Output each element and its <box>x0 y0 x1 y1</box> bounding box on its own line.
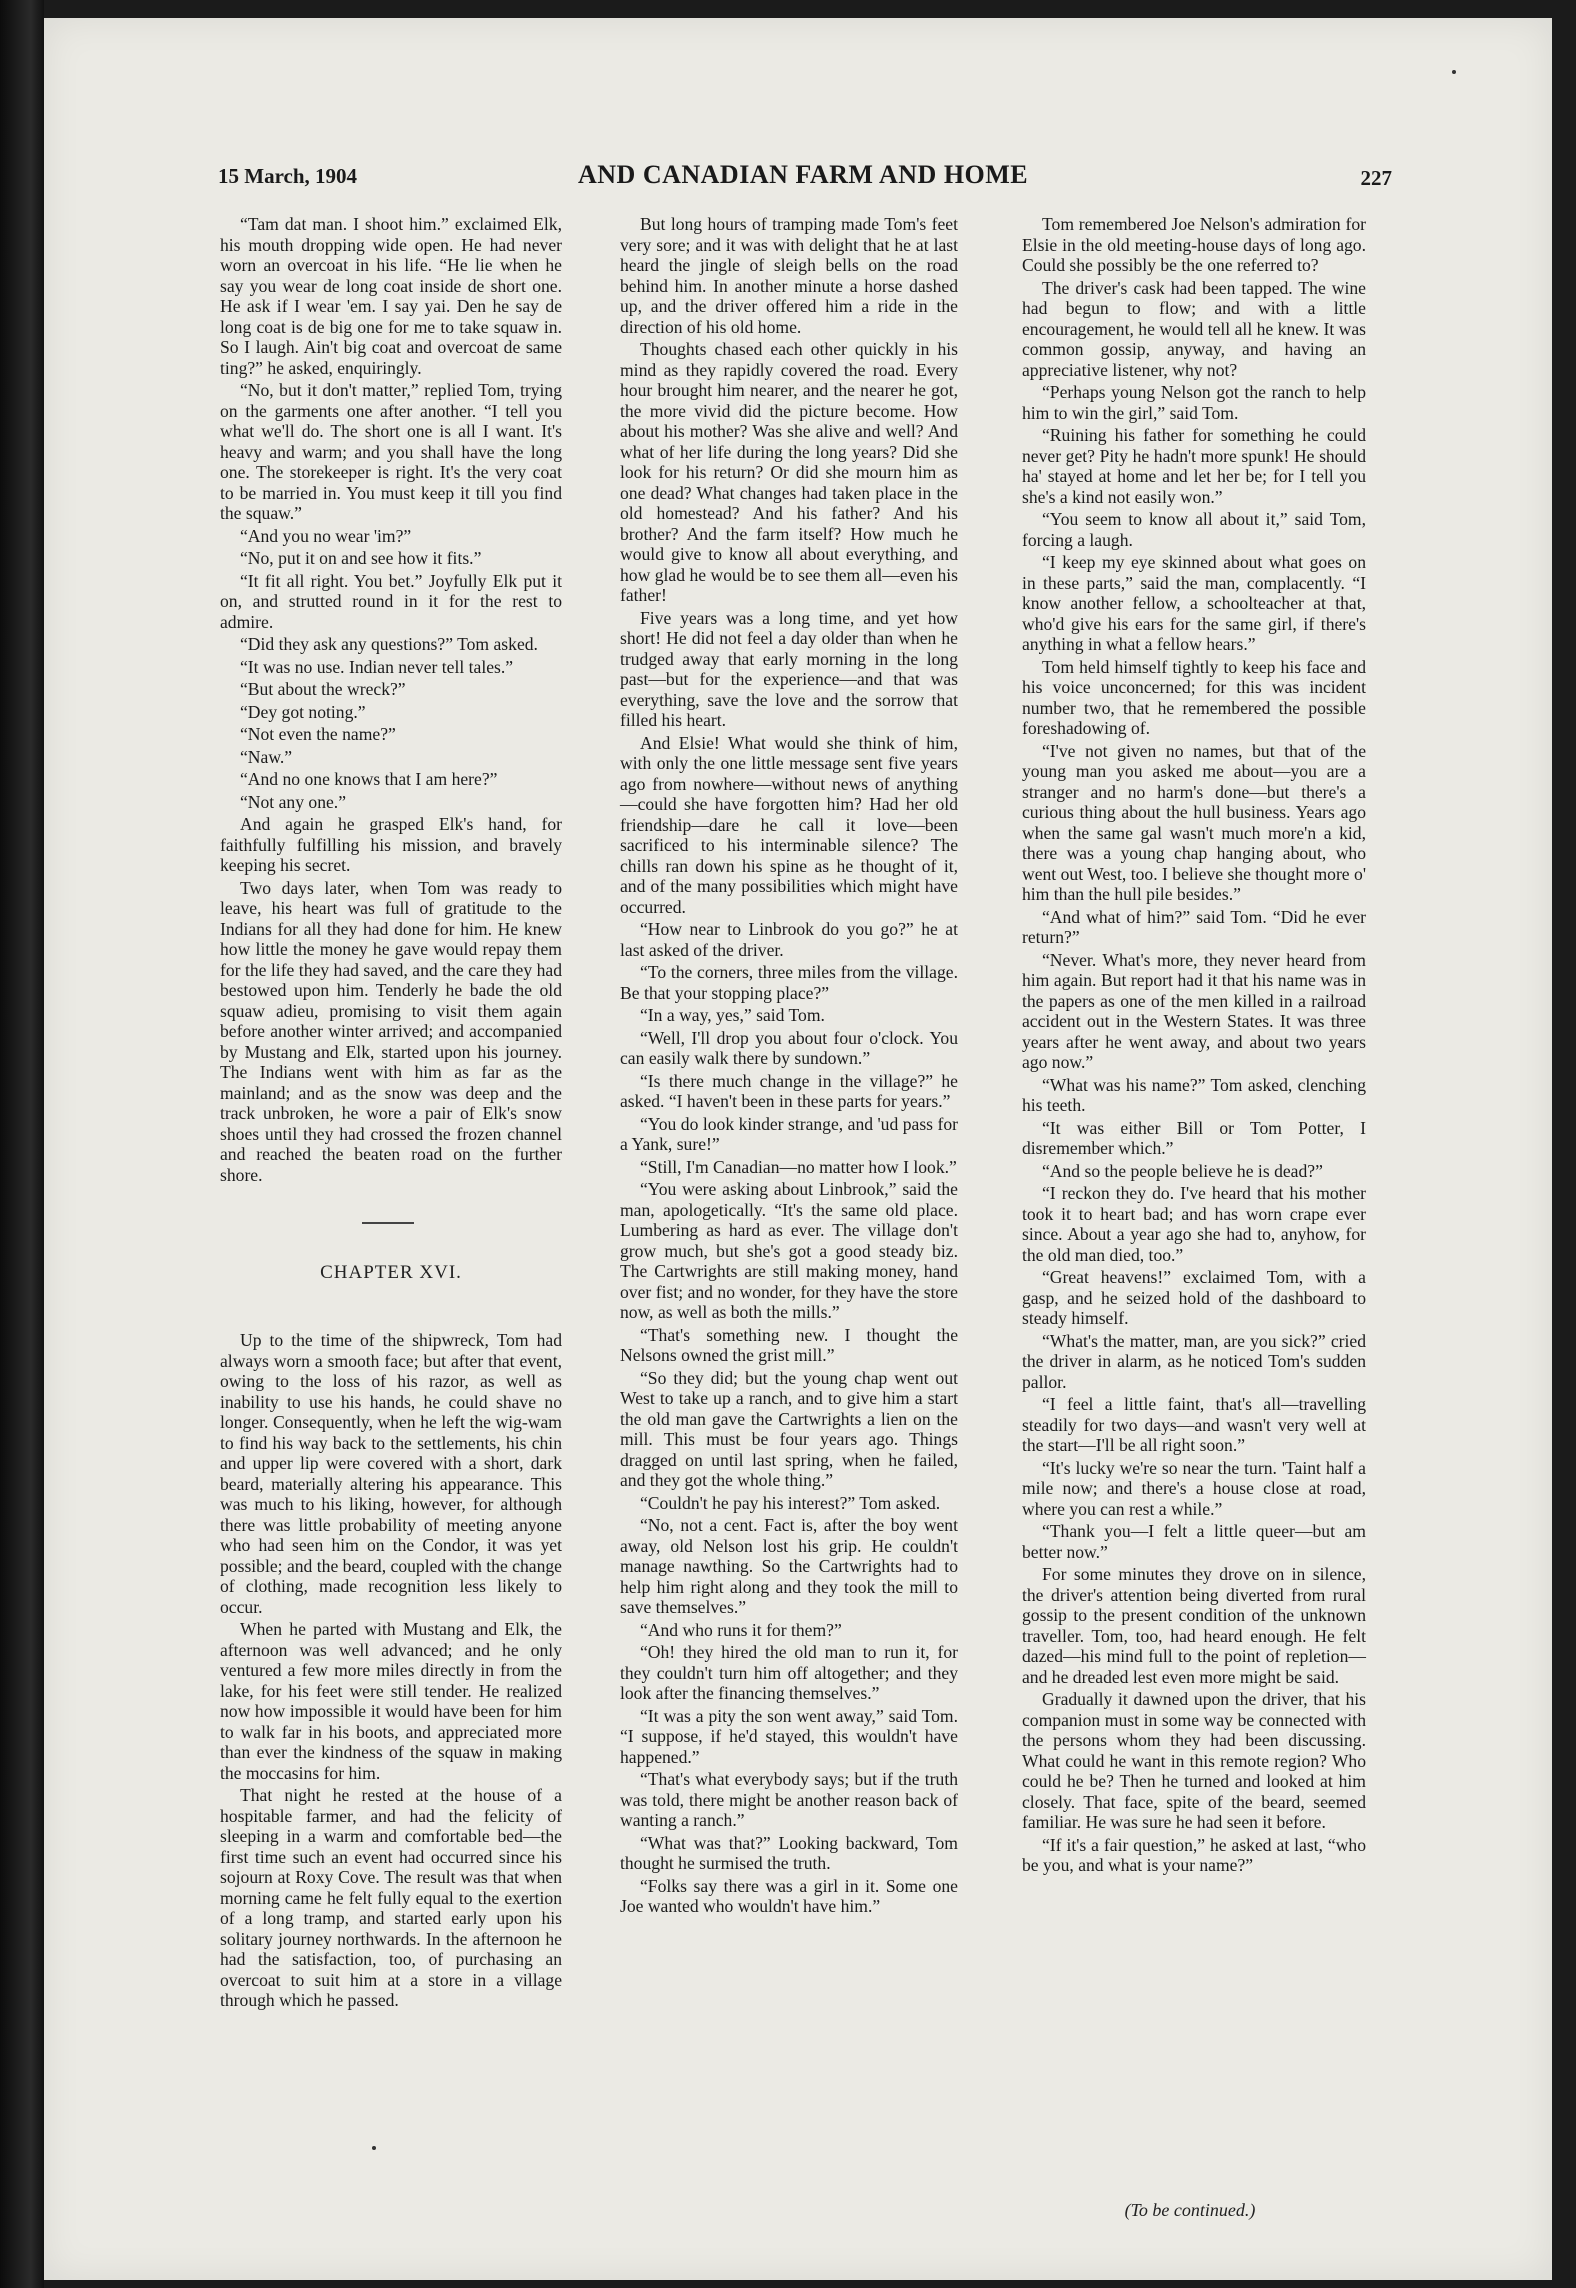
paragraph: “That's what everybody says; but if the truth was told, there might be another reason back of wanting a ranch.” <box>620 1769 958 1830</box>
paragraph: “What's the matter, man, are you sick?” cried the driver in alarm, as he noticed Tom's sudden pallor. <box>1022 1330 1366 1392</box>
paragraph: “To the corners, three miles from the village. Be that your stopping place?” <box>620 962 958 1003</box>
paragraph: “So they did; but the young chap went out West to take up a ranch, and to give him a start the old man gave the Cartwrights a lien on the mill. This must be four years ago. Things dragged on until last spring, when he failed, and they got the whole thing.” <box>620 1367 958 1490</box>
paragraph: That night he rested at the house of a hospitable farmer, and had the felicity of sleeping in a warm and comfortable bed—the first time such an event had occurred since his sojourn at Roxy Cove. The result was that when morning came he felt fully equal to the exertion of a long tramp, and started early upon his solitary journey northwards. In the afternoon he had the satisfaction, too, of purchasing an overcoat to suit him at a store in a village through which he passed. <box>220 1785 562 2010</box>
paragraph: “It was a pity the son went away,” said Tom. “I suppose, if he'd stayed, this wouldn't have happened.” <box>620 1705 958 1767</box>
column-1-top <box>220 214 562 1187</box>
paragraph: “It's lucky we're so near the turn. 'Taint half a mile now; and there's a house close at road, where you can rest a while.” <box>1022 1457 1366 1519</box>
paragraph: “You do look kinder strange, and 'ud pass for a Yank, sure!” <box>620 1113 958 1154</box>
print-speck <box>372 2146 376 2150</box>
paragraph: “Not even the name?” <box>240 724 396 744</box>
paragraph: “What was that?” Looking backward, Tom thought he surmised the truth. <box>620 1832 958 1873</box>
paragraph: “Folks say there was a girl in it. Some one Joe wanted who wouldn't have him.” <box>620 1875 958 1916</box>
paragraph: The driver's cask had been tapped. The wine had begun to flow; and with a little encouragement, he would tell all he knew. It was common gossip, anyway, and having an appreciative listener, why not? <box>1022 277 1366 380</box>
column-1-bottom <box>220 1330 562 2013</box>
paragraph: “Dey got noting.” <box>240 701 366 722</box>
paragraph: “And who runs it for them?” <box>640 1619 842 1640</box>
chapter-heading: CHAPTER XVI. <box>320 1262 462 1283</box>
paragraph: “I keep my eye skinned about what goes on in these parts,” said the man, complacently. “I know another fellow, a schoolteacher at that, who'd give his ears for the same girl, if there's anything in what a fellow hears.” <box>1022 552 1366 654</box>
paragraph: “I've not given no names, but that of the young man you asked me about—you are a stranger and no harm's done—but there's a curious thing about the hull business. Years ago when the same gal wasn't much more'n a kid, there was a young chap hanging about, who went out West, too. I believe she thought more o' him than the hull pile besides.” <box>1022 740 1366 904</box>
paragraph: “It was no use. Indian never tell tales.” <box>240 656 514 677</box>
paragraph: “But about the wreck?” <box>240 679 406 699</box>
paragraph: “And so the people believe he is dead?” <box>1042 1160 1323 1181</box>
paragraph: “No, put it on and see how it fits.” <box>240 548 482 568</box>
paragraph: “Naw.” <box>240 746 293 767</box>
paragraph: For some minutes they drove on in silence, the driver's attention being diverted from rural gossip to the present condition of the unknown traveller. Tom, too, had heard enough. He felt dazed—his mind full to the point of repletion—and he dreaded lest even more might be said. <box>1022 1564 1366 1687</box>
paragraph: “Still, I'm Canadian—no matter how I look.” <box>640 1156 957 1177</box>
paragraph: “And what of him?” said Tom. “Did he ever return?” <box>1022 906 1366 947</box>
page-number: 227 <box>1360 166 1392 190</box>
paragraph: “Is there much change in the village?” he asked. “I haven't been in these parts for years.” <box>620 1070 958 1111</box>
paragraph: Two days later, when Tom was ready to leave, his heart was full of gratitude to the Indians for all they had done for him. He knew how little the money he gave would repay them for the life they had saved, and the care they had bestowed upon him. Tenderly he bade the old squaw adieu, promising to visit them again before another winter arrived; and accompanied by Mustang and Elk, started upon his journey. The Indians went with him as far as the mainland; and as the snow was deep and the track unbroken, he wore a pair of Elk's snow shoes until they had crossed the frozen channel and reached the beaten road on the further shore. <box>220 877 562 1185</box>
to-be-continued: (To be continued.) <box>1124 2200 1256 2220</box>
paragraph: “Oh! they hired the old man to run it, for they couldn't turn him off altogether; and they look after the financing themselves.” <box>620 1642 958 1703</box>
paragraph: “In a way, yes,” said Tom. <box>640 1005 825 1025</box>
paragraph: And Elsie! What would she think of him, with only the one little message sent five years ago from nowhere—without news of anything—could she have forgotten him? Had her old friendship—dare he call it love—been sacrificed to his interminable silence? The chills ran down his spine as he thought of it, and of the many possibilities which might have occurred. <box>620 732 958 917</box>
paragraph: “Couldn't he pay his interest?” Tom asked. <box>640 1492 941 1513</box>
paragraph: “Well, I'll drop you about four o'clock. You can easily walk there by sundown.” <box>620 1027 958 1068</box>
paragraph: Up to the time of the shipwreck, Tom had always worn a smooth face; but after that event, owing to the loss of his razor, as well as inability to use his hands, he could shave no longer. Consequently, when he left the wig-wam to find his way back to the settlements, his chin and upper lip were covered with a short, dark beard, materially altering his appearance. This was much to his liking, however, for although there was little probability of meeting anyone who had seen him on the Condor, it was yet possible; and the beard, coupled with the change of clothing, made recognition less likely to occur. <box>220 1330 562 1617</box>
page-header <box>218 160 1392 194</box>
column-2 <box>620 214 958 1919</box>
paragraph: “And you no wear 'im?” <box>240 525 412 546</box>
chapter-divider <box>362 1222 414 1224</box>
paragraph: And again he grasped Elk's hand, for faithfully fulfilling his mission, and bravely keeping his secret. <box>220 814 562 875</box>
paragraph: “I feel a little faint, that's all—travelling steadily for two days—and wasn't very well at the start—I'll be all right soon.” <box>1022 1394 1366 1455</box>
paragraph: “If it's a fair question,” he asked at last, “who be you, and what is your name?” <box>1022 1834 1366 1875</box>
book-spine <box>0 0 44 2288</box>
paragraph: When he parted with Mustang and Elk, the afternoon was well advanced; and he only ventured a few more miles directly in from the lake, for his feet were still tender. He realized now how impossible it would have been for him to walk far in his boots, and appreciated more than ever the kindness of the squaw in making the moccasins for him. <box>220 1619 562 1783</box>
paragraph: “Never. What's more, they never heard from him again. But report had it that his name was in the papers as one of the men killed in a railroad accident out in the Western States. It was three years after he went away, and about two years ago now.” <box>1022 949 1366 1072</box>
paragraph: “What was his name?” Tom asked, clenching his teeth. <box>1022 1074 1366 1115</box>
paragraph: “I reckon they do. I've heard that his mother took it to heart bad; and has worn crape ever since. About a year ago she had to, anyhow, for the old man died, too.” <box>1022 1183 1366 1265</box>
paragraph: “Thank you—I felt a little queer—but am better now.” <box>1022 1521 1366 1562</box>
paragraph: But long hours of tramping made Tom's feet very sore; and it was with delight that he at last heard the jingle of sleigh bells on the road behind him. In another minute a horse dashed up, and the driver offered him a ride in the direction of his old home. <box>620 214 958 337</box>
paragraph: “It fit all right. You bet.” Joyfully Elk put it on, and strutted round in it for the rest to admire. <box>220 570 562 632</box>
paragraph: “How near to Linbrook do you go?” he at last asked of the driver. <box>620 919 958 960</box>
paragraph: “Ruining his father for something he could never get? Pity he hadn't more spunk! He should ha' stayed at home and let her be; for I tell you she's a kind not easily won.” <box>1022 425 1366 507</box>
paragraph: “No, but it don't matter,” replied Tom, trying on the garments one after another. “I tell you what we'll do. The short one is all I want. It's heavy and warm; and you shall have the long one. The storekeeper is right. It's the very coat to be married in. You must keep it till you find the squaw.” <box>220 380 562 523</box>
paragraph: “You were asking about Linbrook,” said the man, apologetically. “It's the same old place. Lumbering as hard as ever. The village don't grow much, but she's got a good steady biz. The Cartwrights are still making money, hand over fist; and no wonder, for they have the store now, as well as both the mills.” <box>620 1179 958 1322</box>
paragraph: Tom held himself tightly to keep his face and his voice unconcerned; for this was incident number two, that he remembered the possible foreshadowing of. <box>1022 656 1366 738</box>
paragraph: Tom remembered Joe Nelson's admiration for Elsie in the old meeting-house days of long ago. Could she possibly be the one referred to? <box>1022 214 1366 275</box>
print-speck <box>1452 70 1456 74</box>
paragraph: “And no one knows that I am here?” <box>240 769 498 789</box>
paragraph: “That's something new. I thought the Nelsons owned the grist mill.” <box>620 1324 958 1365</box>
publication-title: AND CANADIAN FARM AND HOME <box>578 160 1029 189</box>
paragraph: Gradually it dawned upon the driver, that his companion must in some way be connected with the persons whom they had been discussing. What could he want in this remote region? Who could he be? Then he turned and looked at him closely. That face, spite of the beard, seemed familiar. He was sure he had seen it before. <box>1022 1689 1366 1832</box>
paragraph: “You seem to know all about it,” said Tom, forcing a laugh. <box>1022 509 1366 550</box>
paragraph: “Great heavens!” exclaimed Tom, with a gasp, and he seized hold of the dashboard to steady himself. <box>1022 1267 1366 1328</box>
paragraph: “Tam dat man. I shoot him.” exclaimed Elk, his mouth dropping wide open. He had never worn an overcoat in his life. “He lie when he say you wear de long coat inside de short one. He ask if I wear 'em. I say yai. Den he say de long coat is de big one for me to take squaw in. So I laugh. Ain't big coat and overcoat de same ting?” he asked, enquiringly. <box>220 214 562 378</box>
paragraph: “It was either Bill or Tom Potter, I disremember which.” <box>1022 1117 1366 1158</box>
paragraph: Thoughts chased each other quickly in his mind as they rapidly covered the road. Every hour brought him nearer, and the nearer he got, the more vivid did the picture become. How about his mother? Was she alive and well? And what of her life during the long years? Did she look for his return? Or did she mourn him as one dead? What changes had taken place in the old homestead? And his father? And his brother? And the farm itself? How much he would give to know all about everything, and how glad he would be to see them all—even his father! <box>620 339 958 605</box>
paragraph: Five years was a long time, and yet how short! He did not feel a day older than when he trudged away that early morning in the long past—but for the experience—and that was everything, save the love and the sorrow that filled his heart. <box>620 607 958 730</box>
column-3 <box>1022 214 1366 1878</box>
paragraph: “Did they ask any questions?” Tom asked. <box>240 634 538 654</box>
paragraph: “Not any one.” <box>240 791 347 812</box>
paragraph: “No, not a cent. Fact is, after the boy went away, old Nelson lost his grip. He couldn't manage nawthing. So the Cartwrights had to help him right along and they took the mill to save themselves.” <box>620 1515 958 1617</box>
paragraph: “Perhaps young Nelson got the ranch to help him to win the girl,” said Tom. <box>1022 382 1366 423</box>
issue-date: 15 March, 1904 <box>218 164 358 188</box>
